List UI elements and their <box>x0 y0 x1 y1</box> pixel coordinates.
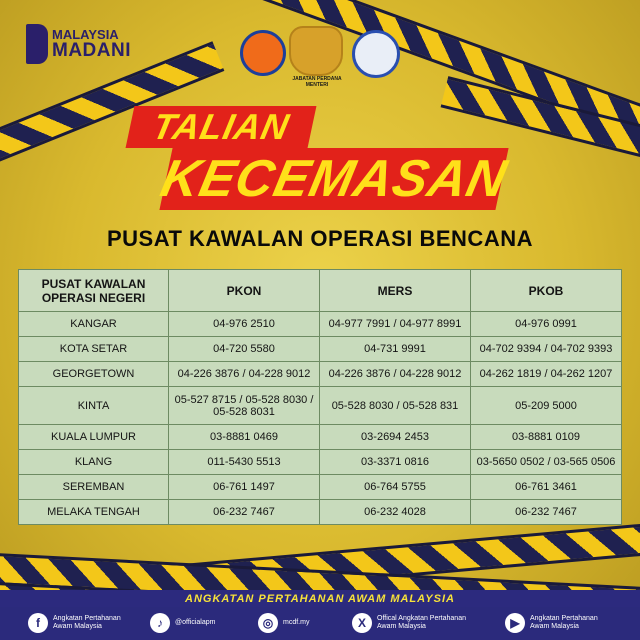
cell-pkon: 04-226 3876 / 04-228 9012 <box>169 362 320 387</box>
title-line2: KECEMASAN <box>155 150 513 208</box>
jpm-crest-label: JABATAN PERDANA MENTERI <box>292 76 342 88</box>
cell-pkob: 04-262 1819 / 04-262 1207 <box>471 362 622 387</box>
col-header-pkon: PKON <box>169 270 320 312</box>
table-row <box>19 337 622 362</box>
youtube-icon: ▶ <box>505 613 525 633</box>
col-header-state-center: PUSAT KAWALAN OPERASI NEGERI <box>19 270 169 312</box>
title-line2-box <box>155 148 513 210</box>
table-row <box>19 312 622 337</box>
cell-pkon: 011-5430 5513 <box>169 450 320 475</box>
cell-mers: 06-232 4028 <box>320 500 471 525</box>
cell-mers: 04-977 7991 / 04-977 8991 <box>320 312 471 337</box>
hotline-table <box>18 269 622 525</box>
cell-pkon: 04-976 2510 <box>169 312 320 337</box>
cell-mers: 04-731 9991 <box>320 337 471 362</box>
cell-pkon: 05-527 8715 / 05-528 8030 / 05-528 8031 <box>169 387 320 425</box>
table-row <box>19 475 622 500</box>
social-instagram[interactable] <box>258 613 363 633</box>
cell-pkon: 06-232 7467 <box>169 500 320 525</box>
cell-mers: 04-226 3876 / 04-228 9012 <box>320 362 471 387</box>
social-tiktok[interactable] <box>150 613 255 633</box>
cell-location: GEORGETOWN <box>19 362 169 387</box>
cell-location: KANGAR <box>19 312 169 337</box>
table-row <box>19 362 622 387</box>
cell-mers: 03-2694 2453 <box>320 425 471 450</box>
cell-pkob: 03-8881 0109 <box>471 425 622 450</box>
org-name-banner <box>0 590 640 607</box>
cell-pkob: 03-5650 0502 / 03-565 0506 <box>471 450 622 475</box>
cell-pkob: 04-976 0991 <box>471 312 622 337</box>
cell-pkob: 05-209 5000 <box>471 387 622 425</box>
org-name: ANGKATAN PERTAHANAN AWAM MALAYSIA <box>185 592 455 605</box>
cell-mers: 05-528 8030 / 05-528 831 <box>320 387 471 425</box>
madani-emblem-icon <box>26 24 48 64</box>
subtitle: PUSAT KAWALAN OPERASI BENCANA <box>106 226 533 251</box>
cell-location: MELAKA TENGAH <box>19 500 169 525</box>
table-header-row <box>19 270 622 312</box>
instagram-icon: ◎ <box>258 613 278 633</box>
social-facebook[interactable] <box>28 613 133 633</box>
social-youtube[interactable] <box>505 613 610 633</box>
cell-mers: 06-764 5755 <box>320 475 471 500</box>
facebook-icon: f <box>28 613 48 633</box>
social-media-bar <box>0 607 640 640</box>
table-row <box>19 387 622 425</box>
brand-line2: MADANI <box>52 40 131 61</box>
mers-crest-icon <box>352 30 400 78</box>
cell-location: KUALA LUMPUR <box>19 425 169 450</box>
jpm-crest-icon <box>289 26 343 76</box>
table-row <box>19 500 622 525</box>
cell-pkob: 06-761 3461 <box>471 475 622 500</box>
cell-pkon: 04-720 5580 <box>169 337 320 362</box>
social-facebook-label: Angkatan Pertahanan Awam Malaysia <box>53 615 121 630</box>
social-x[interactable] <box>352 613 467 633</box>
social-tiktok-label: @officialapm <box>175 619 216 626</box>
brand-line1: MALAYSIA <box>52 27 119 42</box>
cell-location: KINTA <box>19 387 169 425</box>
cell-location: KLANG <box>19 450 169 475</box>
cell-pkob: 04-702 9394 / 04-702 9393 <box>471 337 622 362</box>
tiktok-icon: ♪ <box>150 613 170 633</box>
cell-location: KOTA SETAR <box>19 337 169 362</box>
apm-crest-icon <box>240 30 286 76</box>
cell-pkob: 06-232 7467 <box>471 500 622 525</box>
col-header-pkob: PKOB <box>471 270 622 312</box>
table-row <box>19 425 622 450</box>
title-line1: TALIAN <box>149 106 294 147</box>
title-line1-box <box>126 106 317 148</box>
x-icon: X <box>352 613 372 633</box>
social-instagram-label: mcdf.my <box>283 619 310 626</box>
cell-mers: 03-3371 0816 <box>320 450 471 475</box>
cell-pkon: 03-8881 0469 <box>169 425 320 450</box>
table-row <box>19 450 622 475</box>
malaysia-madani-logo <box>26 24 131 64</box>
cell-pkon: 06-761 1497 <box>169 475 320 500</box>
social-x-label: Offical Angkatan Pertahanan Awam Malaysia <box>377 615 466 630</box>
cell-location: SEREMBAN <box>19 475 169 500</box>
social-youtube-label: Angkatan Pertahanan Awam Malaysia <box>530 615 598 630</box>
col-header-mers: MERS <box>320 270 471 312</box>
